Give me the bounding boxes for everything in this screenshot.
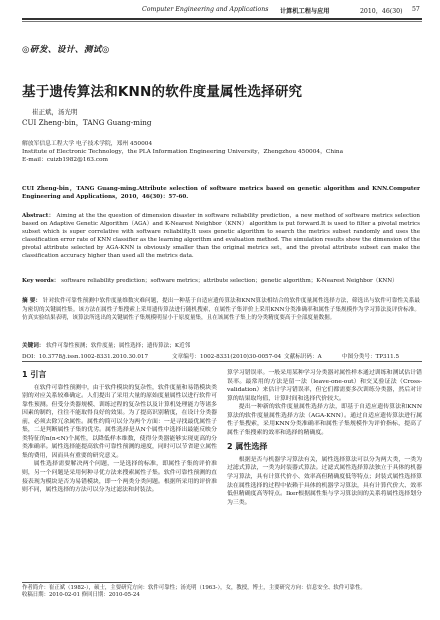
- body-column-right: [227, 369, 422, 507]
- journal-name-en: Computer Engineering and Applications: [142, 6, 269, 13]
- cn-abstract-label: 摘 要：: [22, 298, 42, 304]
- keywords-text: software reliability prediction；software metrics；attribute selection；genetic algorithm；K-Nearest Neighbor（KNN）: [61, 278, 398, 284]
- section-heading-intro: 1 引言: [22, 370, 47, 379]
- cn-abstract-text: 针对软件可靠性预测中软件度量维数灾难问题，提出一种基于自适应遗传算法和KNN算法相结合的软件度量属性选择方法，筛选出与软件可靠性关系最为密切的关键属性集。该方法在属性子集搜索上采用遗传算法进行随机搜索，在属性子集评价上采用KNN分类准确率和属性子集规模作为学习算法及评价标准。仿真实验结果表明，该算法所选出的关键属性子集规模明显小于原度量集，且在该属性子集上的分类精度要高于全部度量数据。: [22, 298, 420, 322]
- affiliation-block: [22, 140, 422, 164]
- document-code: 文献标识码：A: [284, 354, 322, 360]
- journal-name-cn: 计算机工程与应用: [280, 8, 330, 15]
- paragraph: 算学习错误率。一般采用某种学习分类器对属性样本通过训练和测试估计错误率。最常用的方法是留一法（leave-one-out）和交叉验证法（Cross-validation）来估计学习错误率，但它们都需要多次训练分类器，然后对计算的结果取均值，计算时间和选择代价较大。: [227, 370, 422, 402]
- author-email: E-mail：cuizb1982@163.com: [22, 157, 109, 163]
- cn-keywords-text: 软件可靠性预测；软件度量；属性选择；遗传算法；K近邻: [46, 343, 191, 349]
- abstract-text: Aiming at the the question of dimension disaster in software reliability prediction，a new method of software metrics selection based on Adaptive Genetic Algorithm（AGA）and K-Nearest Neighbor（KNN） algorithm is put forward.It is used to filter a pivotal metrics subset which is super correlative with software reliability.It uses genetic algorithm to search the metrics subset randomly and uses the classification error rate of KNN classifier as the learning algorithm and evaluation method. The simulation results show the dimension of the pivotal attribute selected by AGA-KNN is obviously smaller than the original metrics set，and the pivotal attribute subset can make the classification accuracy higher than used all the metrics data.: [22, 213, 420, 260]
- article-number: 文章编号：1002-8331(2010)30-0057-04: [172, 354, 282, 360]
- section-tag: ◎研发、设计、测试◎: [22, 45, 110, 55]
- body-column-left: [22, 369, 217, 495]
- cn-keywords-label: 关键词：: [22, 343, 45, 349]
- keywords-cn: [22, 341, 420, 349]
- paragraph: 根据是否与机器学习算法有关，属性选择算法可以分为两大类，一类为过滤式算法，一类为封装器式算法。过滤式属性选择算法独立于具体的机器学习算法，具有计算代价小、效率高但精确度低等特点；封装式属性选择算法在属性选择的过程中依赖于具体的机器学习算法，具有计算代价大、效率低但精确度高等特点。Iker根据属性集与学习算法间的关系将属性选择划分为三类。: [227, 456, 422, 506]
- abstract-cn: [22, 297, 420, 323]
- clc-number: 中图分类号：TP311.5: [342, 354, 400, 360]
- keywords-en: [22, 277, 420, 285]
- abstract-en: [22, 212, 420, 261]
- page-title: 基于遗传算法和KNN的软件度量属性选择研究: [22, 84, 303, 100]
- meta-rule: [22, 361, 422, 362]
- paragraph: 提出一种新的软件度量属性选择方法，即基于自适应遗传算法和KNN算法的软件度量属性选择方法（AGA-KNN）。通过自适应遗传算法进行属性子集搜索，采用KNN分类准确率和属性子集规模作为评价指标，提高了属性子集搜索的效率和选择的精确度。: [227, 404, 422, 436]
- page-number: 57: [412, 6, 420, 13]
- author-bio: 作者简介：崔正斌（1982-），硕士，主要研究方向：软件可靠性；汤光明（1963-），女，教授，博士，主要研究方向：信息安全、软件可靠性。: [22, 585, 366, 591]
- doi: DOI：10.3778/j.issn.1002-8331.2010.30.017: [22, 354, 149, 360]
- issue-number: 2010，46(30): [360, 8, 403, 15]
- authors-cn: 崔正斌，汤光明: [32, 108, 78, 116]
- paragraph: 属性选择需要解决两个问题，一是选择的标准，即属性子集的评价准则，另一个问题是采用何种寻优方法来搜索属性子集。软件可靠性预测的直接表现为模块是否为易错模块，即一个两类分类问题。根据所采用的评价准则不同，属性选择的方法可以分为过滤法和封装法。: [22, 461, 217, 494]
- header-rule-thin: [22, 21, 422, 22]
- section-heading-attribute-selection: 2 属性选择: [227, 442, 268, 452]
- footnote-rule: [22, 582, 132, 583]
- abstract-label: Abstract：: [22, 213, 55, 219]
- footnote: [22, 585, 420, 600]
- affiliation-cn: 解放军信息工程大学 电子技术学院，郑州 450004: [22, 141, 153, 147]
- header-rule: [22, 18, 422, 20]
- keywords-label: Key words：: [22, 278, 60, 284]
- received-dates: 收稿日期：2010-02-01 修回日期：2010-05-24: [22, 592, 140, 599]
- citation: CUI Zheng-bin，TANG Guang-ming.Attribute selection of software metrics based on genetic algorithm and KNN.Computer Engineering and Applications，2010，46(30)：57-60.: [22, 186, 420, 201]
- paragraph: 在软件可靠性预测中，由于软件模块的复杂性，软件度量和易错模块类别的对应关系较难确定。人们提出了采用大量的原始度量属性以进行软件可靠性预测。但受分类器规模、训练过程的复杂性以及计算机处理能力等诸多因素的制约，往往不能取得良好的效果。为了提高识别精度，在设计分类器前，必须去除冗余属性。属性约简可以分为两个方面：一是寻找最优属性子集，二是判断属性子集的优劣。属性选择是从N个属性中选择出最能反映分类特征的n(n<N)个属性，以降低样本维数，使得分类器能够实现更高的分类准确率。属性选择能提高软件可靠性预测的速度，同时可以节省建立属性集的费用，因而具有重要的研究意义。: [22, 384, 217, 459]
- affiliation-en: Institute of Electronic Technology，the PLA Information Engineering University，Zhengzhou 450004，China: [22, 149, 344, 155]
- authors-en: CUI Zheng-bin，TANG Guang-ming: [22, 118, 152, 127]
